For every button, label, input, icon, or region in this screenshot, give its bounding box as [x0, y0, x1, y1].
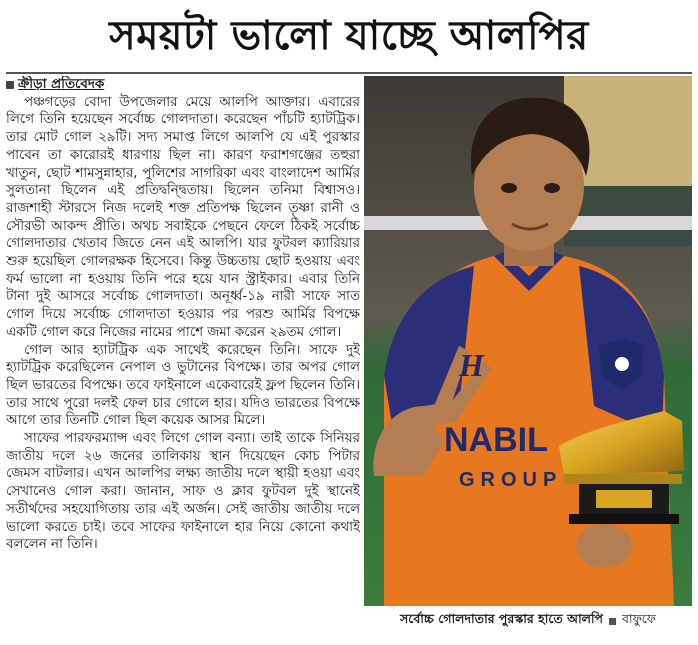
photo-credit: বাফুফে	[622, 611, 656, 626]
headline: সময়টা ভালো যাচ্ছে আলপির	[109, 13, 589, 59]
caption-separator-icon	[609, 618, 616, 625]
player-photo	[364, 76, 692, 606]
photo-caption	[364, 607, 692, 635]
byline	[6, 76, 360, 94]
paragraph-3: সাফের পারফরম্যান্স এবং লিগে গোল বন্যা। তাই তাকে সিনিয়র জাতীয় দলে ২৬ জনের তালিকায় স্থান দিয়েছেন কোচ পিটার জেমস বাটলার। এখন আলপির লক্ষ্য জাতীয় দলে স্থায়ী হওয়া এবং সেখানেও গোল করা। জানান, সাফ ও ক্লাব ফুটবল দুই স্থানেই সতীর্থদের সহযোগিতায় তার এই অর্জন। সেই জাতীয় জাতীয় দলে ভালো করতে চাই। তবে সাফের ফাইনালে হার নিয়ে কোনো কথাই বললেন না তিনি।	[6, 431, 360, 553]
paragraph-2: গোল আর হ্যাটট্রিক এক সাথেই করেছেন তিনি। সাফে দুই হ্যাটট্রিক করেছিলেন নেপাল ও ভুটানের বিপক্ষে। তার অপর গোল ছিল ভারতের বিপক্ষে। তবে ফাইনালে একেবারেই ফ্লপ ছিলেন তিনি। তার সাথে পুরো দলই ফেল চার গোলে হার। যদিও ভারতের বিপক্ষে আগে তার তিনটি গোল ছিল কয়েক আসর মিলে।	[6, 342, 360, 429]
jersey-text-2: GROUP	[459, 469, 563, 491]
byline-text: ক্রীড়া প্রতিবেদক	[18, 77, 105, 92]
headline-rule	[6, 72, 692, 74]
paragraph-1: পঞ্চগড়ের বোদা উপজেলার মেয়ে আলপি আক্তার। এবারের লিগে তিনি হয়েছেন সর্বোচ্চ গোলদাতা। করেছেন পাঁচটি হ্যাটট্রিক। তার মোট গোল ২৯টি। সদ্য সমাপ্ত লিগে আলপি যে এই পুরস্কার পাবেন তা কারোরই ধারণায় ছিল না। কারণ ফরাশগঞ্জের তহুরা খাতুন, ছোট শামসুন্নাহার, পুলিশের সাগরিকা এবং বাংলাদেশ আর্মির সুলতানা ছিলেন এই প্রতিদ্বন্দ্বিতায়। ছিলেন তনিমা বিশ্বাসও। রাজশাহী স্টারসে নিজ দলেই শক্ত প্রতিপক্ষ ছিলেন তৃষ্ণা রানী ও সৌরভী আকন্দ প্রীতি। অথচ সবাইকে পেছনে ফেলে ঠিকই সর্বোচ্চ গোলদাতার খেতাব জিতে নেন এই আলপি। যার ফুটবল ক্যারিয়ার শুরু হয়েছিল গোলরক্ষক হিসেবে। কিন্তু উচ্চতায় ছোট হওয়ায় এবং ফর্ম ভালো না হওয়ায় তিনি পরে হয়ে যান স্ট্রাইকার। এবার তিনি টানা দুই আসরে সর্বোচ্চ গোলদাতা। অনূর্ধ্ব-১৯ নারী সাফে সাত গোল দিয়ে সর্বোচ্চ গোলদাতা হওয়ার পর পরশু আর্মির বিপক্ষে একটি গোল করে নিজের নামের পাশে জমা করেন ২৯তম গোল।	[6, 94, 360, 340]
jersey-sponsor-mark: H	[459, 347, 484, 383]
byline-bullet-icon	[6, 81, 14, 89]
article-body	[6, 76, 360, 640]
jersey-text-1: NABIL	[444, 421, 548, 459]
caption-text: সর্বোচ্চ গোলদাতার পুরস্কার হাতে আলপি	[400, 611, 604, 626]
